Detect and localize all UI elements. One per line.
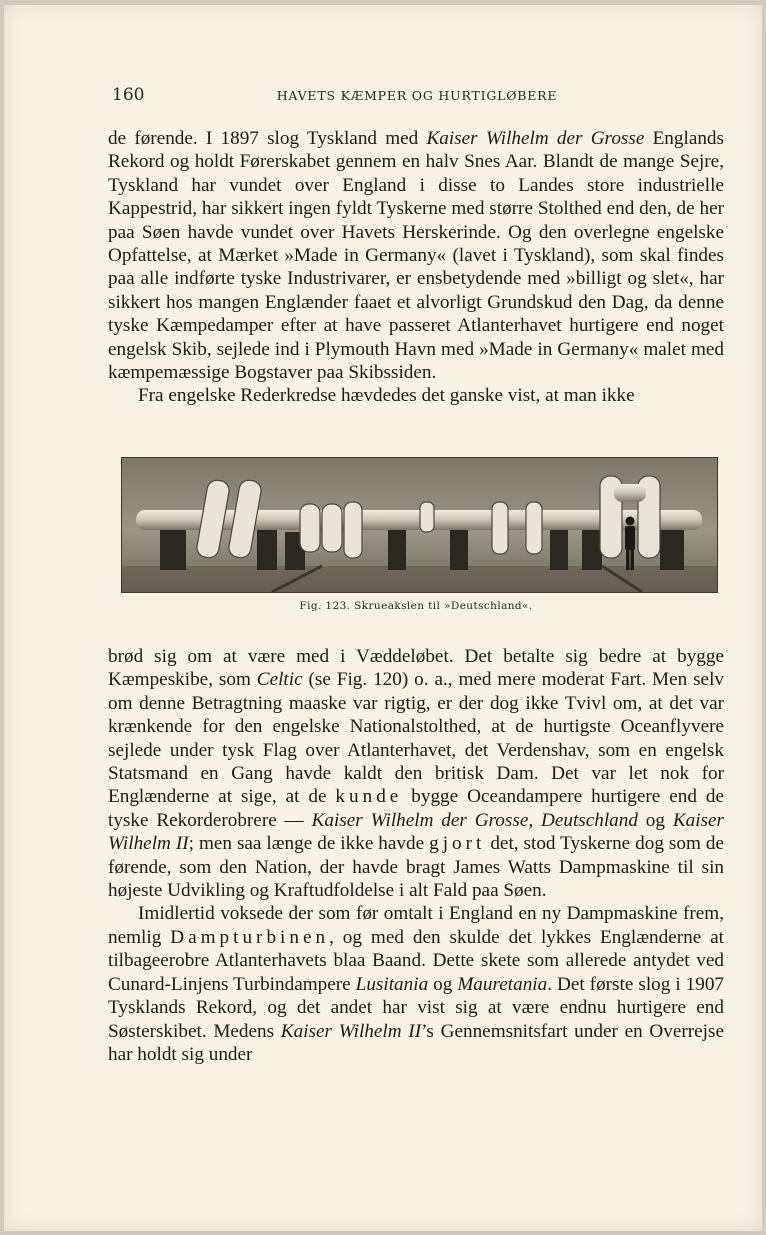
- italic-text: Mauretania: [457, 973, 548, 995]
- text-run: . Det første slog i 1907 Tysklands Rekord, og det andet har vist sig at være endnu hurtigere end Søsterskibet. Medens: [108, 973, 725, 1042]
- text-run: og: [637, 809, 673, 831]
- spaced-text: Dampturbinen: [170, 926, 330, 948]
- italic-text: Kaiser Wilhelm der Grosse: [426, 128, 645, 149]
- text-run: Fra engelske Rederkredse hævdedes det ganske vist, at man ikke: [138, 385, 635, 407]
- text-run: de førende. I 1897 slog Tyskland med: [108, 128, 427, 149]
- page-header: [108, 85, 726, 107]
- running-title: HAVETS KÆMPER OG HURTIGLØBERE: [276, 88, 558, 103]
- text-run: det, stod Tyskerne dog som de førende, som den Nation, der havde bragt James Watts Dampmaskine til sin højeste Udvikling og Kraftudfoldelse i alt Fald paa Søen.: [108, 833, 724, 902]
- text-run: og: [428, 973, 458, 995]
- spaced-text: gjort: [429, 833, 486, 855]
- italic-text: Celtic: [256, 669, 303, 691]
- body-text-top: [108, 127, 724, 408]
- spaced-text: kunde: [335, 786, 403, 808]
- body-text-bottom: [108, 645, 724, 1066]
- crankshaft-photo: [121, 457, 718, 593]
- crankshaft-illustration: [122, 458, 717, 592]
- text-run: Imidlertid voksede der som før omtalt i England en ny Dampmaskine frem, nemlig: [108, 903, 724, 948]
- paragraph: [108, 645, 724, 902]
- italic-text: Kaiser Wilhelm II: [108, 809, 724, 855]
- text-run: bygge Oceandampere hurtigere end de tyske Rekorderobrere —: [108, 786, 725, 831]
- figure-caption: Fig. 123. Skrueakslen til »Deutschland«.: [299, 600, 533, 612]
- paragraph: [108, 384, 724, 407]
- text-run: ; men saa længe de ikke havde: [188, 833, 430, 855]
- italic-text: Lusitania: [355, 973, 429, 995]
- paragraph: [108, 127, 724, 384]
- text-run: Englands Rekord og holdt Førerskabet gennem en halv Snes Aar. Blandt de mange Sejre, Tyskland har vundet over England i disse to Landes store industrielle Kappestrid, har sikkert ingen fyldt Tyskerne med større Stolthed end den, de her paa Søen havde vundet over Havets Herskerinde. Og den overlegne engelske Opfattelse, at Mærket »Made in Germany« (lavet i Tyskland), som skal findes paa alle indførte tyske Industrivarer, er ensbetydende med »billigt og slet«, har sikkert hos mangen Englænder faaet et alvorligt Grundskud den Dag, da denne tyske Kæmpedamper efter at have passeret Atlanterhavet hurtigere end noget engelsk Skib, sejlede ind i Plymouth Havn med »Made in Germany« malet med kæmpemæssige Bogstaver paa Skibssiden.: [108, 128, 724, 384]
- text-run: brød sig om at være med i Væddeløbet. Det betalte sig bedre at bygge Kæmpeskibe, som: [108, 646, 724, 691]
- text-run: (se Fig. 120) o. a., med mere moderat Fart. Men selv om denne Betragtning maaske var rigtig, er der dog ikke Tvivl om, at det var krænkende for den engelske Nationalstolthed, at de hurtigste Oceanflyvere sejlede under tysk Flag over Atlanterhavet, det Verdenshav, som en engelsk Statsmand en Gang havde kaldt den britisk Dam. Det var let nok for Englænderne at sige, at de: [108, 669, 724, 808]
- page-number: 160: [112, 85, 145, 105]
- text-run: ’s Gennemsnitsfart under en Overrejse har holdt sig under: [108, 1020, 724, 1065]
- italic-text: Kaiser Wilhelm II: [280, 1020, 422, 1042]
- text-run: , og med den skulde det lykkes Englænderne at tilbageerobre Atlanterhavets blaa Baand. Dette skete som allerede antydet ved Cunard-Linjens Turbindampere: [108, 926, 724, 995]
- paragraph: [108, 902, 724, 1066]
- italic-text: Kaiser Wilhelm der Grosse, Deutschland: [311, 809, 638, 831]
